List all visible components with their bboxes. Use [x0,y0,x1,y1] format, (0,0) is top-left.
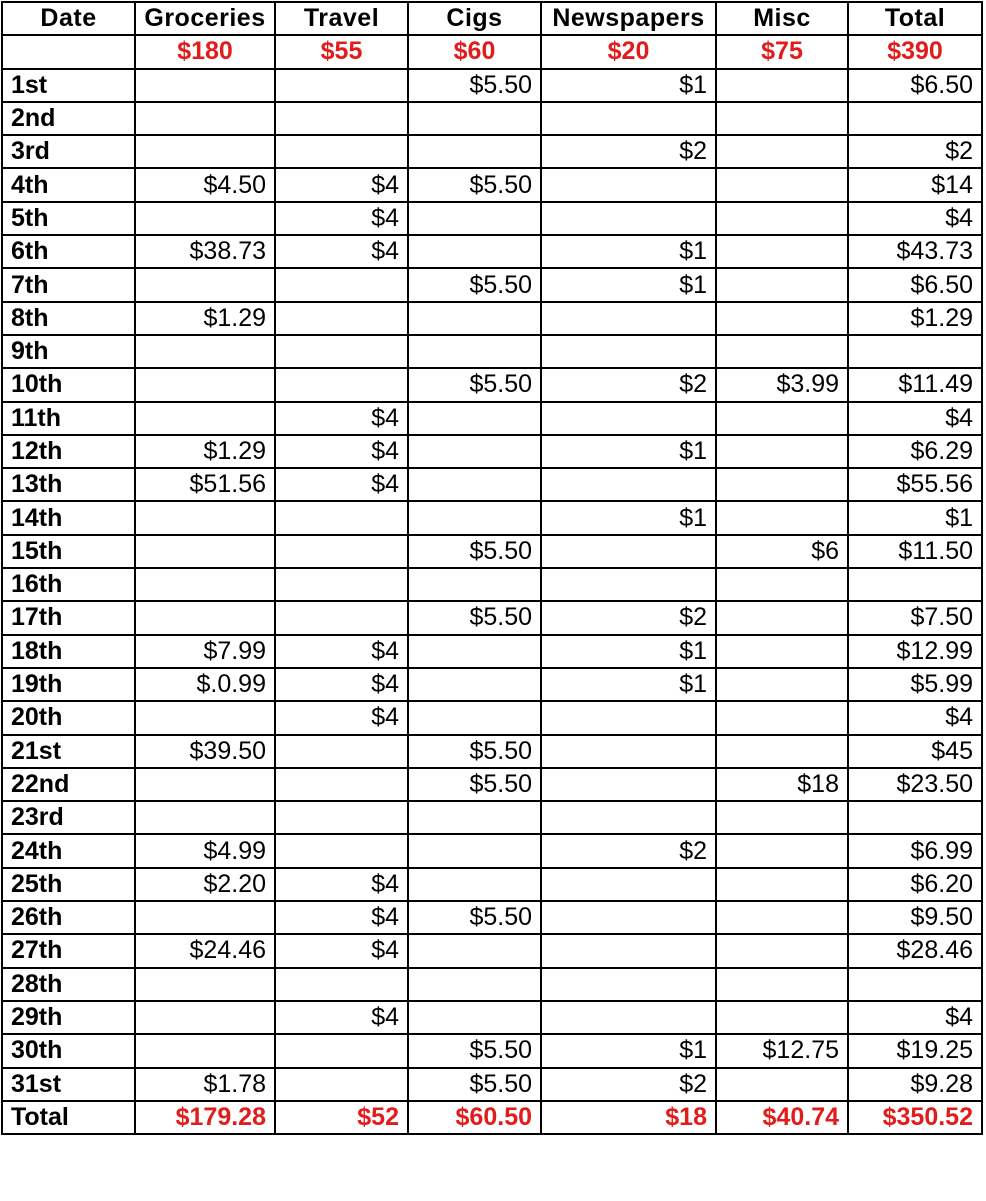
cell-misc [716,934,848,967]
cell-total: $6.99 [848,834,982,867]
cell-newspapers [541,868,716,901]
row-date: 22nd [2,768,135,801]
cell-groceries [135,601,275,634]
cell-cigs [408,635,541,668]
cell-total: $6.20 [848,868,982,901]
budget-travel: $55 [275,35,408,68]
cell-newspapers: $1 [541,69,716,102]
row-date: 5th [2,202,135,235]
cell-misc [716,202,848,235]
budget-misc: $75 [716,35,848,68]
cell-total: $6.50 [848,268,982,301]
cell-cigs [408,235,541,268]
cell-travel [275,69,408,102]
table-row [2,568,982,601]
cell-cigs [408,701,541,734]
cell-groceries [135,1034,275,1067]
row-date: 21st [2,735,135,768]
cell-total: $9.50 [848,901,982,934]
budget-newspapers: $20 [541,35,716,68]
total-cigs: $60.50 [408,1101,541,1134]
table-row [2,335,982,368]
table-row [2,102,982,135]
cell-travel [275,501,408,534]
cell-travel: $4 [275,701,408,734]
table-row [2,968,982,1001]
cell-cigs [408,834,541,867]
cell-newspapers [541,468,716,501]
row-date: 29th [2,1001,135,1034]
cell-groceries: $1.29 [135,435,275,468]
cell-cigs [408,968,541,1001]
cell-misc [716,635,848,668]
cell-groceries: $.0.99 [135,668,275,701]
cell-newspapers [541,701,716,734]
expense-table [1,1,983,1135]
cell-groceries: $4.99 [135,834,275,867]
cell-travel: $4 [275,435,408,468]
total-overall: $350.52 [848,1101,982,1134]
cell-total: $43.73 [848,235,982,268]
cell-total: $7.50 [848,601,982,634]
row-date: 19th [2,668,135,701]
cell-newspapers: $2 [541,135,716,168]
total-travel: $52 [275,1101,408,1134]
budget-cell-date [2,35,135,68]
cell-travel [275,968,408,1001]
cell-cigs [408,1001,541,1034]
header-misc: Misc [716,2,848,35]
cell-travel [275,368,408,401]
cell-cigs: $5.50 [408,535,541,568]
cell-groceries: $51.56 [135,468,275,501]
cell-newspapers [541,735,716,768]
cell-newspapers: $1 [541,501,716,534]
cell-newspapers [541,535,716,568]
cell-misc [716,135,848,168]
header-total: Total [848,2,982,35]
cell-travel [275,768,408,801]
cell-travel: $4 [275,202,408,235]
cell-groceries [135,368,275,401]
cell-cigs: $5.50 [408,1034,541,1067]
table-row [2,735,982,768]
table-row [2,701,982,734]
cell-newspapers [541,302,716,335]
cell-total: $1 [848,501,982,534]
cell-total: $2 [848,135,982,168]
cell-travel [275,1034,408,1067]
cell-travel [275,302,408,335]
cell-groceries: $2.20 [135,868,275,901]
cell-cigs: $5.50 [408,735,541,768]
cell-misc: $12.75 [716,1034,848,1067]
cell-travel: $4 [275,934,408,967]
table-row [2,435,982,468]
table-row [2,1034,982,1067]
table-row [2,535,982,568]
cell-misc [716,168,848,201]
cell-newspapers [541,934,716,967]
cell-groceries [135,102,275,135]
cell-total: $28.46 [848,934,982,967]
cell-cigs [408,568,541,601]
table-row [2,402,982,435]
cell-misc [716,268,848,301]
cell-misc [716,735,848,768]
row-date: 20th [2,701,135,734]
cell-newspapers [541,1001,716,1034]
cell-cigs: $5.50 [408,901,541,934]
cell-newspapers: $2 [541,368,716,401]
cell-total [848,335,982,368]
table-row [2,601,982,634]
cell-travel [275,335,408,368]
row-date: 9th [2,335,135,368]
table-row [2,368,982,401]
cell-groceries [135,1001,275,1034]
cell-groceries [135,535,275,568]
cell-groceries [135,135,275,168]
cell-total: $1.29 [848,302,982,335]
cell-travel [275,834,408,867]
header-date: Date [2,2,135,35]
cell-groceries: $24.46 [135,934,275,967]
header-cigs: Cigs [408,2,541,35]
cell-total: $6.50 [848,69,982,102]
total-groceries: $179.28 [135,1101,275,1134]
cell-cigs [408,435,541,468]
cell-cigs [408,668,541,701]
table-row [2,235,982,268]
cell-cigs [408,934,541,967]
header-newspapers: Newspapers [541,2,716,35]
cell-cigs [408,202,541,235]
cell-travel: $4 [275,901,408,934]
cell-newspapers: $2 [541,834,716,867]
cell-misc [716,501,848,534]
cell-newspapers: $1 [541,635,716,668]
table-row [2,1001,982,1034]
table-row [2,635,982,668]
row-date: 31st [2,1068,135,1101]
cell-cigs: $5.50 [408,69,541,102]
cell-misc [716,901,848,934]
cell-groceries [135,501,275,534]
cell-groceries [135,335,275,368]
cell-misc [716,302,848,335]
budget-total: $390 [848,35,982,68]
cell-travel: $4 [275,168,408,201]
cell-misc: $18 [716,768,848,801]
cell-newspapers [541,335,716,368]
cell-misc [716,102,848,135]
row-date: 18th [2,635,135,668]
cell-newspapers [541,968,716,1001]
table-row [2,268,982,301]
budget-cigs: $60 [408,35,541,68]
cell-misc [716,834,848,867]
cell-cigs: $5.50 [408,768,541,801]
cell-misc [716,701,848,734]
cell-travel: $4 [275,635,408,668]
row-date: 6th [2,235,135,268]
budget-row [2,35,982,68]
cell-cigs [408,801,541,834]
cell-newspapers [541,801,716,834]
cell-newspapers: $1 [541,235,716,268]
cell-misc [716,69,848,102]
cell-misc [716,868,848,901]
cell-cigs [408,102,541,135]
row-date: 2nd [2,102,135,135]
cell-total: $4 [848,1001,982,1034]
row-date: 25th [2,868,135,901]
table-row [2,868,982,901]
row-date: 4th [2,168,135,201]
cell-total: $19.25 [848,1034,982,1067]
cell-total: $5.99 [848,668,982,701]
row-date: 11th [2,402,135,435]
table-row [2,801,982,834]
cell-misc [716,235,848,268]
cell-newspapers: $1 [541,1034,716,1067]
cell-travel [275,135,408,168]
cell-misc: $3.99 [716,368,848,401]
cell-travel [275,601,408,634]
table-row [2,901,982,934]
total-misc: $40.74 [716,1101,848,1134]
table-row [2,135,982,168]
cell-misc [716,335,848,368]
cell-travel [275,568,408,601]
total-newspapers: $18 [541,1101,716,1134]
table-row [2,69,982,102]
cell-groceries [135,69,275,102]
cell-cigs: $5.50 [408,601,541,634]
cell-misc [716,968,848,1001]
cell-groceries [135,901,275,934]
table-row [2,668,982,701]
row-date: 15th [2,535,135,568]
cell-groceries [135,701,275,734]
cell-total: $23.50 [848,768,982,801]
cell-newspapers [541,568,716,601]
cell-groceries [135,402,275,435]
table-row [2,468,982,501]
cell-total: $4 [848,402,982,435]
row-date: 30th [2,1034,135,1067]
table-row [2,768,982,801]
cell-travel [275,268,408,301]
row-date: 16th [2,568,135,601]
cell-misc [716,1001,848,1034]
header-travel: Travel [275,2,408,35]
cell-travel [275,102,408,135]
cell-travel: $4 [275,668,408,701]
header-row [2,2,982,35]
header-groceries: Groceries [135,2,275,35]
budget-groceries: $180 [135,35,275,68]
row-date: 10th [2,368,135,401]
cell-groceries [135,568,275,601]
cell-newspapers [541,168,716,201]
cell-misc [716,668,848,701]
cell-total [848,102,982,135]
cell-misc [716,801,848,834]
table-row [2,302,982,335]
row-date: 8th [2,302,135,335]
cell-total: $11.50 [848,535,982,568]
totals-label: Total [2,1101,135,1134]
cell-travel: $4 [275,235,408,268]
row-date: 23rd [2,801,135,834]
cell-misc [716,568,848,601]
row-date: 14th [2,501,135,534]
cell-misc [716,435,848,468]
cell-total [848,801,982,834]
cell-groceries: $4.50 [135,168,275,201]
cell-cigs [408,302,541,335]
cell-travel: $4 [275,402,408,435]
cell-groceries: $38.73 [135,235,275,268]
cell-total: $9.28 [848,1068,982,1101]
cell-newspapers [541,102,716,135]
cell-newspapers [541,901,716,934]
cell-newspapers: $1 [541,435,716,468]
totals-row [2,1101,982,1134]
cell-total: $11.49 [848,368,982,401]
cell-cigs [408,868,541,901]
cell-travel: $4 [275,868,408,901]
cell-cigs: $5.50 [408,268,541,301]
row-date: 12th [2,435,135,468]
cell-travel [275,735,408,768]
cell-travel [275,1068,408,1101]
cell-groceries: $7.99 [135,635,275,668]
table-row [2,202,982,235]
cell-newspapers: $1 [541,268,716,301]
table-row [2,934,982,967]
cell-cigs: $5.50 [408,1068,541,1101]
cell-travel [275,535,408,568]
row-date: 13th [2,468,135,501]
cell-groceries [135,768,275,801]
cell-misc [716,402,848,435]
cell-cigs: $5.50 [408,168,541,201]
cell-groceries [135,968,275,1001]
cell-newspapers: $1 [541,668,716,701]
cell-travel [275,801,408,834]
cell-cigs [408,501,541,534]
cell-groceries [135,801,275,834]
cell-total: $4 [848,202,982,235]
cell-total: $12.99 [848,635,982,668]
cell-cigs: $5.50 [408,368,541,401]
cell-cigs [408,468,541,501]
cell-newspapers [541,202,716,235]
cell-cigs [408,335,541,368]
cell-cigs [408,402,541,435]
table-row [2,501,982,534]
table-row [2,168,982,201]
cell-total: $55.56 [848,468,982,501]
cell-travel: $4 [275,468,408,501]
table-row [2,1068,982,1101]
cell-total: $14 [848,168,982,201]
cell-groceries [135,202,275,235]
row-date: 17th [2,601,135,634]
cell-newspapers [541,768,716,801]
cell-total [848,968,982,1001]
cell-misc [716,468,848,501]
row-date: 27th [2,934,135,967]
row-date: 1st [2,69,135,102]
cell-misc: $6 [716,535,848,568]
cell-misc [716,601,848,634]
cell-groceries [135,268,275,301]
cell-misc [716,1068,848,1101]
cell-total: $6.29 [848,435,982,468]
cell-newspapers: $2 [541,1068,716,1101]
row-date: 24th [2,834,135,867]
cell-newspapers [541,402,716,435]
cell-cigs [408,135,541,168]
cell-groceries: $1.29 [135,302,275,335]
cell-newspapers: $2 [541,601,716,634]
table-row [2,834,982,867]
cell-total [848,568,982,601]
row-date: 7th [2,268,135,301]
row-date: 26th [2,901,135,934]
cell-groceries: $39.50 [135,735,275,768]
cell-total: $45 [848,735,982,768]
row-date: 3rd [2,135,135,168]
cell-total: $4 [848,701,982,734]
cell-travel: $4 [275,1001,408,1034]
cell-groceries: $1.78 [135,1068,275,1101]
row-date: 28th [2,968,135,1001]
